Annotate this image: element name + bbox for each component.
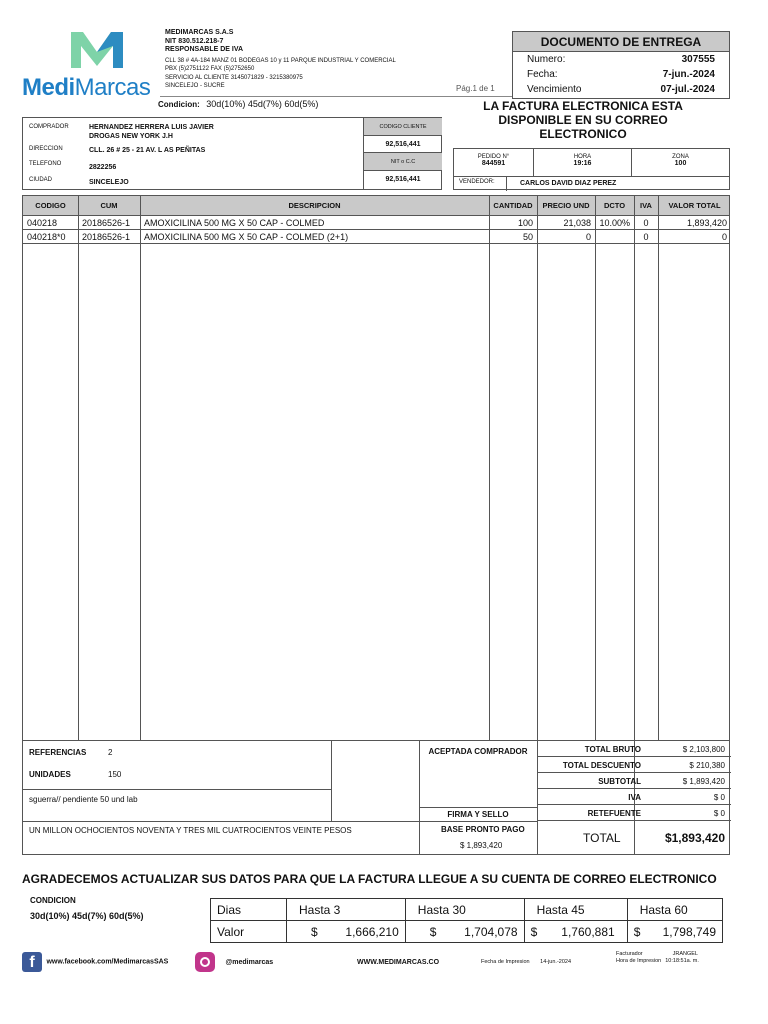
hasta-60-head: Hasta 60 xyxy=(627,899,722,921)
header-precio: PRECIO UND xyxy=(542,201,590,210)
nota: sguerra// pendiente 50 und lab xyxy=(29,795,138,804)
unidades-label: UNIDADES xyxy=(29,770,71,779)
company-city: SINCELEJO - SUCRE xyxy=(165,83,225,89)
website-link[interactable]: WWW.MEDIMARCAS.CO xyxy=(357,959,440,966)
hasta-30-head: Hasta 30 xyxy=(405,899,524,921)
valor-label: Valor xyxy=(211,921,287,943)
header-cum: CUM xyxy=(100,201,118,210)
update-data-message: AGRADECEMOS ACTUALIZAR SUS DATOS PARA QUE LA FACTURA LLEGUE A SU CUENTA DE CORREO ELECTRONICO xyxy=(22,872,717,886)
amount-in-words: UN MILLON OCHOCIENTOS NOVENTA Y TRES MIL CUATROCIENTOS VEINTE PESOS xyxy=(29,826,352,835)
telefono-value: 2822256 xyxy=(89,164,117,171)
payment-terms-values: Valor $ 1,666,210 $ 1,704,078 $ 1,760,881 $ 1,798,749 xyxy=(211,921,723,943)
header-codigo: CODIGO xyxy=(35,201,66,210)
total-descuento-label: TOTAL DESCUENTO xyxy=(562,761,641,770)
payment-terms-table xyxy=(210,898,723,943)
fecha-label: Fecha: xyxy=(527,69,558,80)
ciudad-label: CIUDAD xyxy=(29,177,53,183)
direccion-value: CLL. 26 # 25 - 21 AV. L AS PEÑITAS xyxy=(89,147,206,154)
referencias-value: 2 xyxy=(108,748,113,757)
subtotal-value: $ 1,893,420 xyxy=(682,777,725,786)
hora-value: 19:16 xyxy=(573,160,592,167)
base-pronto-pago-value: $ 1,893,420 xyxy=(460,841,503,850)
hasta-30-value: 1,704,078 xyxy=(464,924,518,939)
company-info xyxy=(165,29,465,91)
firma-sello: FIRMA Y SELLO xyxy=(447,810,509,819)
company-address: CLL 38 # 4A-184 MANZ 01 BODEGAS 10 y 11 PARQUE INDUSTRIAL Y COMERCIAL xyxy=(165,57,396,64)
company-name: MEDIMARCAS S.A.S xyxy=(165,29,234,36)
header-divider xyxy=(160,96,512,97)
numero-value: 307555 xyxy=(681,54,715,65)
total-value: $1,893,420 xyxy=(664,831,725,845)
referencias-label: REFERENCIAS xyxy=(29,748,87,757)
hasta-60-value: 1,798,749 xyxy=(662,924,716,939)
table-row: 040218 20186526-1 AMOXICILINA 500 MG X 50 CAP - COLMED 100 21,038 10.00% 0 1,893,420 xyxy=(23,216,729,230)
pedido-value: 844591 xyxy=(481,160,506,167)
retefuente-label: RETEFUENTE xyxy=(587,809,641,818)
zona-value: 100 xyxy=(674,160,687,167)
company-nit: NIT 830.512.218-7 xyxy=(165,37,224,45)
items-table xyxy=(22,195,730,741)
nit-value: 92,516,441 xyxy=(385,176,421,183)
payment-condition-value: 30d(10%) 45d(7%) 60d(5%) xyxy=(30,911,144,921)
instagram-link[interactable]: @medimarcas xyxy=(195,952,273,974)
hasta-3-value: 1,666,210 xyxy=(345,924,399,939)
subtotal-label: SUBTOTAL xyxy=(598,777,641,786)
condition-label: Condicion: xyxy=(158,100,200,109)
iva-label: IVA xyxy=(628,793,641,802)
header-dcto: DCTO xyxy=(603,201,626,210)
logo-mark-icon xyxy=(67,28,127,72)
hasta-45-value: 1,760,881 xyxy=(561,924,615,939)
totals-list xyxy=(537,741,731,853)
total-descuento-value: $ 210,380 xyxy=(689,761,725,770)
comprador-value: HERNANDEZ HERRERA LUIS JAVIER DROGAS NEW YORK J.H xyxy=(89,124,214,140)
codigo-cliente-label: CODIGO CLIENTE xyxy=(364,118,442,136)
header-descripcion: DESCRIPCION xyxy=(288,201,341,210)
facebook-link[interactable]: f www.facebook.com/MedimarcasSAS xyxy=(22,952,168,974)
retefuente-value: $ 0 xyxy=(713,809,725,818)
aceptada-comprador: ACEPTADA COMPRADOR xyxy=(428,747,528,756)
logo-text-marcas: Marcas xyxy=(74,74,151,101)
condition-value: 30d(10%) 45d(7%) 60d(5%) xyxy=(206,99,319,109)
facebook-icon: f xyxy=(22,952,42,972)
payment-terms-head xyxy=(211,899,723,921)
order-box xyxy=(453,148,730,190)
header-valor-total: VALOR TOTAL xyxy=(668,201,721,210)
comprador-label: COMPRADOR xyxy=(29,124,69,130)
vendedor-label: VENDEDOR: xyxy=(459,179,495,185)
table-row: 040218*0 20186526-1 AMOXICILINA 500 MG X 50 CAP - COLMED (2+1) 50 0 0 0 xyxy=(23,230,729,244)
hasta-3-head: Hasta 3 xyxy=(287,899,406,921)
fecha-value: 7-jun.-2024 xyxy=(662,69,715,80)
total-bruto-label: TOTAL BRUTO xyxy=(584,745,641,754)
logo-text-medi: Medi xyxy=(22,74,75,101)
company-condition xyxy=(158,99,318,109)
hora-label: HORA xyxy=(573,154,592,160)
dias-label: Dias xyxy=(211,899,287,921)
base-pronto-pago-label: BASE PRONTO PAGO xyxy=(441,825,525,834)
telefono-label: TELEFONO xyxy=(29,161,62,167)
ciudad-value: SINCELEJO xyxy=(89,179,129,186)
footer-box xyxy=(22,741,730,855)
document-box xyxy=(512,31,730,99)
vencimiento-label: Vencimiento xyxy=(527,84,582,95)
buyer-box xyxy=(22,117,442,190)
total-bruto-value: $ 2,103,800 xyxy=(682,745,725,754)
e-invoice-notice: LA FACTURA ELECTRONICA ESTA DISPONIBLE EN SU CORREO ELECTRONICO xyxy=(483,99,683,141)
unidades-value: 150 xyxy=(108,770,122,779)
numero-label: Numero: xyxy=(527,54,566,65)
company-tax-status: RESPONSABLE DE IVA xyxy=(165,46,244,53)
total-label: TOTAL xyxy=(583,831,621,845)
nit-label: NIT o C.C xyxy=(364,153,442,171)
vencimiento-value: 07-jul.-2024 xyxy=(660,84,715,95)
vendedor-value: CARLOS DAVID DIAZ PEREZ xyxy=(520,180,617,187)
direccion-label: DIRECCION xyxy=(29,146,63,152)
company-service: SERVICIO AL CLIENTE 3145071829 - 3215380975 xyxy=(165,74,303,81)
iva-value: $ 0 xyxy=(713,793,725,802)
company-logo xyxy=(22,28,162,103)
header-iva: IVA xyxy=(640,201,652,210)
payment-condition-label: CONDICION xyxy=(30,896,76,905)
company-phones: PBX (5)2751122 FAX (5)2752650 xyxy=(165,66,255,72)
pedido-label: PEDIDO N° xyxy=(477,154,510,160)
document-title: DOCUMENTO DE ENTREGA xyxy=(513,32,729,52)
zona-label: ZONA xyxy=(672,154,689,160)
header-cantidad: CANTIDAD xyxy=(493,201,533,210)
hasta-45-head: Hasta 45 xyxy=(524,899,627,921)
print-date: Fecha de Impresion 14-jun.-2024 xyxy=(481,959,572,965)
instagram-icon xyxy=(195,952,215,972)
page-number: Pág.1 de 1 xyxy=(456,84,495,93)
print-info: Facturador JRANGEL Hora de Impresion 10:18:51a. m. xyxy=(616,951,699,964)
codigo-cliente-value: 92,516,441 xyxy=(364,136,442,153)
